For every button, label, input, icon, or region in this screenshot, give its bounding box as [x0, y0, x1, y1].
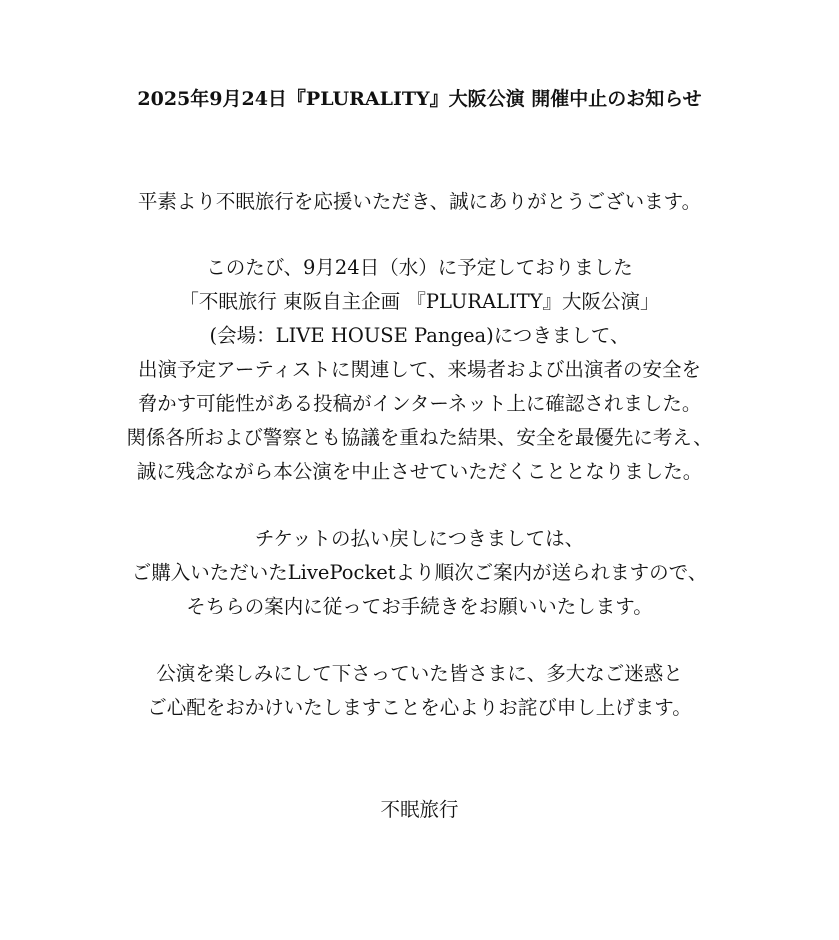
- paragraph1-line: 出演予定アーティストに関連して、来場者および出演者の安全を: [138, 358, 701, 381]
- paragraph1-line: このたび、9月24日（水）に予定しておりました: [206, 256, 633, 279]
- paragraph2-line: チケットの払い戻しにつきましては、: [254, 527, 585, 550]
- notice-title: 2025年9月24日『PLURALITY』大阪公演 開催中止のお知らせ: [137, 88, 702, 110]
- paragraph3-line: ご心配をおかけいたしますことを心よりお詫び申し上げます。: [147, 696, 692, 719]
- paragraph1-line: 脅かす可能性がある投稿がインターネット上に確認されました。: [137, 392, 702, 415]
- paragraph1-line: 関係各所および警察とも協議を重ねた結果、安全を最優先に考え、: [126, 426, 713, 449]
- paragraph2-line: そちらの案内に従ってお手続きをお願いいたします。: [186, 595, 653, 618]
- paragraph3-line: 公演を楽しみにして下さっていた皆さまに、多大なご迷惑と: [156, 662, 683, 685]
- greeting-line: 平素より不眠旅行を応援いただき、誠にありがとうございます。: [137, 190, 702, 213]
- signature: 不眠旅行: [380, 798, 459, 821]
- paragraph1-line: 「不眠旅行 東阪自主企画 『PLURALITY』大阪公演」: [179, 290, 660, 313]
- paragraph2-line: ご購入いただいたLivePocketより順次ご案内が送られますので、: [131, 561, 708, 584]
- paragraph1-line: 誠に残念ながら本公演を中止させていただくこととなりました。: [136, 460, 703, 483]
- paragraph1-line: (会場：LIVE HOUSE Pangea)につきまして、: [209, 324, 630, 347]
